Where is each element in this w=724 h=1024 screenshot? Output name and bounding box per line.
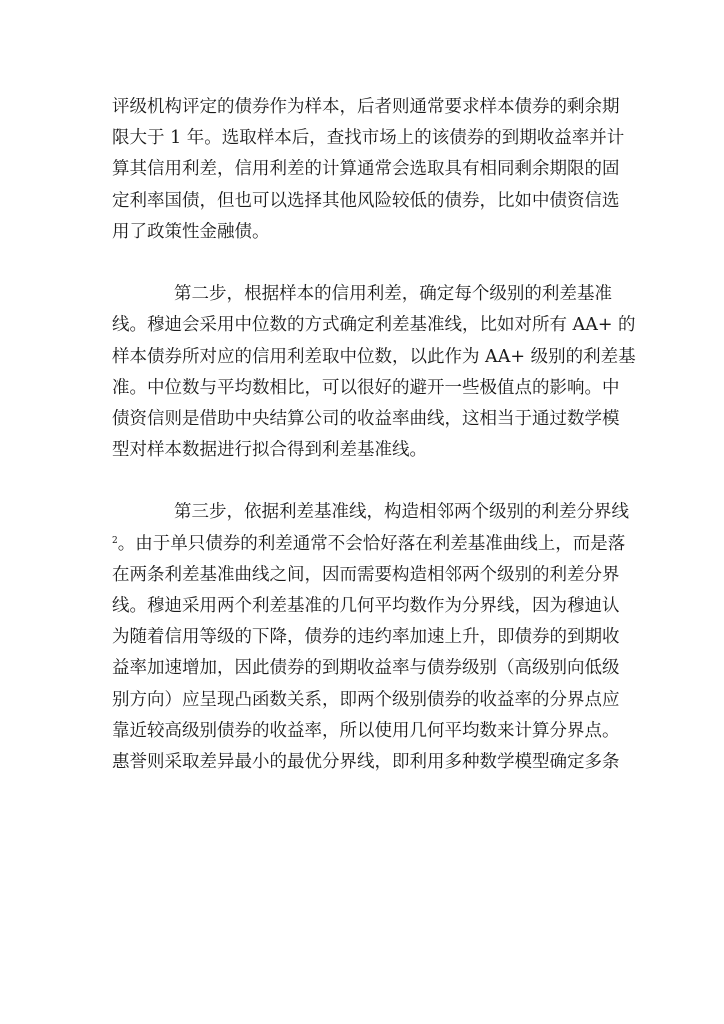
paragraph-1 — [112, 92, 625, 248]
text-line: 为随着信用等级的下降，债券的违约率加速上升，即债券的到期收 — [112, 627, 620, 648]
paragraph-3 — [112, 497, 629, 778]
text-line: 样本债券所对应的信用利差取中位数，以此作为 AA+ 级别的利差基 — [112, 346, 636, 367]
text-line: 惠誉则采取差异最小的最优分界线，即利用多种数学模型确定多条 — [112, 751, 620, 772]
body-text — [112, 92, 636, 778]
text-line: 益率加速增加，因此债券的到期收益率与债券级别（高级别向低级 — [112, 658, 620, 679]
text-line: 评级机构评定的债券作为样本，后者则通常要求样本债券的剩余期 — [112, 97, 620, 117]
text-line: 限大于 1 年。选取样本后，查找市场上的该债券的到期收益率并计 — [112, 128, 625, 149]
text-line: 线。穆迪采用两个利差基准的几何平均数作为分界线，因为穆迪认 — [112, 596, 620, 616]
paragraph-2 — [112, 279, 636, 466]
text-line-with-footnote — [112, 529, 626, 560]
text-line: 债资信则是借助中央结算公司的收益率曲线，这相当于通过数学模 — [112, 408, 620, 429]
text-line: 。由于单只债券的利差通常不会恰好落在利差基准曲线上，而是落 — [117, 533, 626, 554]
text-line: 第二步，根据样本的信用利差，确定每个级别的利差基准 — [174, 284, 612, 305]
text-line: 靠近较高级别债券的收益率，所以使用几何平均数来计算分界点。 — [112, 720, 620, 741]
text-line: 别方向）应呈现凸函数关系，即两个级别债券的收益率的分界点应 — [112, 689, 620, 710]
text-line: 准。中位数与平均数相比，可以很好的避开一些极值点的影响。中 — [112, 377, 620, 398]
text-line: 算其信用利差，信用利差的计算通常会选取具有相同剩余期限的固 — [112, 159, 620, 180]
text-line: 用了政策性金融债。 — [112, 221, 270, 242]
footnote-marker[interactable]: 2 — [112, 535, 118, 546]
text-line: 线。穆迪会采用中位数的方式确定利差基准线，比如对所有 AA+ 的 — [112, 315, 636, 336]
text-line: 第三步，依据利差基准线，构造相邻两个级别的利差分界线 — [174, 502, 629, 523]
paragraph-spacer — [112, 248, 612, 279]
text-line: 定利率国债，但也可以选择其他风险较低的债券，比如中债资信选 — [112, 190, 620, 211]
paragraph-spacer — [112, 466, 612, 497]
text-line: 型对样本数据进行拟合得到利差基准线。 — [112, 440, 427, 461]
text-line: 在两条利差基准曲线之间，因而需要构造相邻两个级别的利差分界 — [112, 564, 620, 585]
